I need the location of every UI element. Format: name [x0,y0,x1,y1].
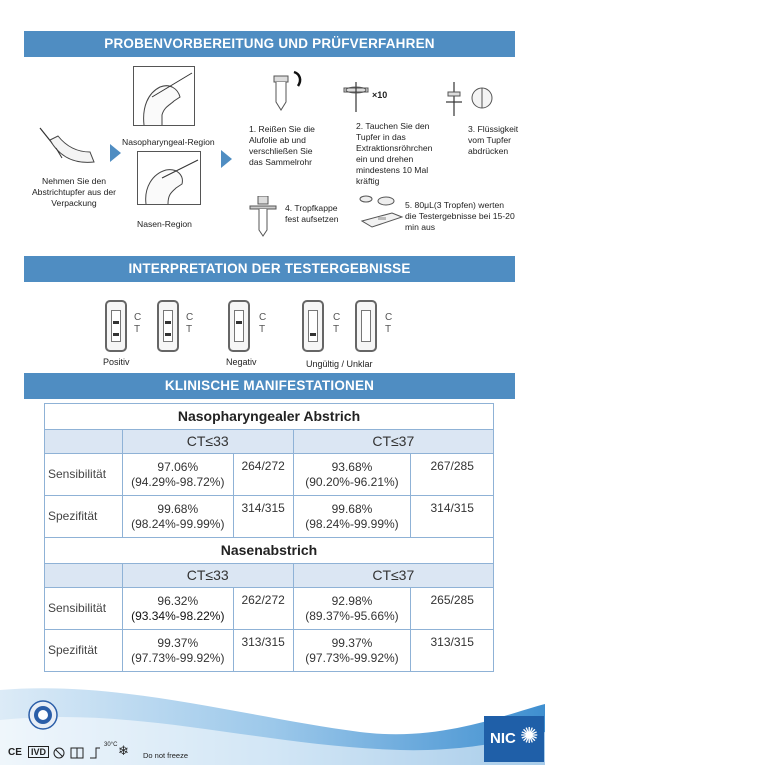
ci: (93.34%-98.22%) [131,608,225,623]
percent: 92.98% [331,593,373,608]
control-line-label: C [333,312,341,323]
test-line-label: T [186,324,193,335]
row-label: Spezifität [45,496,123,538]
dropper-cap-icon [246,196,280,238]
fraction-cell: 313/315 [411,630,494,672]
table-row [45,496,494,538]
percent: 99.68% [331,501,373,516]
table-group-header [45,538,494,564]
ci: (90.20%-96.21%) [305,474,399,489]
result-negative-label: Negativ [226,357,257,367]
brand-logo [484,716,544,762]
nasopharyngeal-sketch [133,66,195,126]
temperature-label: 30°C [104,742,118,748]
control-line-label: C [186,312,194,323]
table-row [45,564,494,588]
value-cell [122,588,233,630]
fraction-cell: 267/285 [411,454,494,496]
percent: 97.06% [157,459,199,474]
percent: 99.37% [157,635,199,650]
ct33-header: CT≤33 [122,564,293,588]
cassette-positive-1 [105,300,127,352]
step1-text: 1. Reißen Sie die Alufolie ab und verschließen Sie das Sammelrohr [249,124,315,167]
ci: (97.73%-99.92%) [305,650,399,665]
fraction-cell: 313/315 [233,630,293,672]
empty-cell [45,564,123,588]
brand-name: NIC [490,730,516,747]
row-label: Spezifität [45,630,123,672]
fraction-cell: 314/315 [233,496,293,538]
test-line-label: T [333,324,340,335]
percent: 99.37% [331,635,373,650]
row-label: Sensibilität [45,588,123,630]
ci: (94.29%-98.72%) [131,474,225,489]
nasopharyngeal-region-label: Nasopharyngeal-Region [122,137,215,147]
collection-tube-icon [258,68,308,114]
value-cell [122,454,233,496]
ct33-header: CT≤33 [122,430,293,454]
percent: 96.32% [157,593,199,608]
fraction-cell: 262/272 [233,588,293,630]
cassette-invalid-2 [355,300,377,352]
interpretation-section-header: INTERPRETATION DER TESTERGEBNISSE [24,256,515,282]
arrow-right-icon [110,144,121,162]
ci: (97.73%-99.92%) [131,650,225,665]
nasal-region-label: Nasen-Region [137,219,192,229]
ivd-mark: IVD [28,746,49,758]
fraction-cell: 314/315 [411,496,494,538]
value-cell [293,630,411,672]
value-cell [293,454,411,496]
ci: (98.24%-99.99%) [131,516,225,531]
fraction-cell: 264/272 [233,454,293,496]
row-label: Sensibilität [45,454,123,496]
do-not-freeze-label: Do not freeze [143,751,189,760]
procedure-section-header: PROBENVORBEREITUNG UND PRÜFVERFAHREN [24,31,515,57]
table-group-header [45,404,494,430]
step5-text: 5. 80μL(3 Tropfen) werten die Testergebnisse bei 15-20 min aus [405,200,515,232]
fraction-cell: 265/285 [411,588,494,630]
empty-cell [45,430,123,454]
rotations-label: ×10 [372,90,388,100]
clinical-section-header: KLINISCHE MANIFESTATIONEN [24,373,515,399]
result-invalid-label: Ungültig / Unklar [306,359,373,369]
percent: 93.68% [331,459,373,474]
nasal-title: Nasenabstrich [45,538,494,564]
arrow-right-icon [221,150,232,168]
do-not-reuse-icon [53,747,65,759]
value-cell [122,496,233,538]
control-line-label: C [259,312,267,323]
value-cell [293,588,411,630]
cassette-invalid-1 [302,300,324,352]
cassette-positive-2 [157,300,179,352]
table-row [45,454,494,496]
squeeze-swab-icon [442,82,498,116]
table-row [45,630,494,672]
footer [0,676,545,765]
table-row [45,588,494,630]
test-line-label: T [134,324,141,335]
ct37-header: CT≤37 [293,430,493,454]
result-positive-label: Positiv [103,357,130,367]
step2-text: 2. Tauchen Sie den Tupfer in das Extraktionsröhrchen ein und drehen mindestens 10 Mal kräftig [356,121,433,186]
step4-text: 4. Tropfkappe fest aufsetzen [285,203,339,224]
ce-mark: CE [8,747,22,758]
swab-rotate-icon [340,82,372,112]
instructions-icon [70,747,84,759]
control-line-label: C [385,312,393,323]
gear-icon: ✺ [520,723,539,748]
clinical-performance-table [44,403,494,672]
swab-package-illustration [36,122,98,170]
test-line-label: T [259,324,266,335]
percent: 99.68% [157,501,199,516]
value-cell [122,630,233,672]
ci: (98.24%-99.99%) [305,516,399,531]
apply-drops-icon [352,193,404,233]
remove-swab-caption: Nehmen Sie den Abstrichtupfer aus der Verpackung [31,176,117,208]
value-cell [293,496,411,538]
control-line-label: C [134,312,142,323]
snowflake-icon: ❄ [118,743,129,758]
nasopharyngeal-title: Nasopharyngealer Abstrich [45,404,494,430]
nasal-sketch [137,151,201,205]
table-row [45,430,494,454]
ct37-header: CT≤37 [293,564,493,588]
ci: (89.37%-95.66%) [305,608,399,623]
test-line-label: T [385,324,392,335]
step3-text: 3. Flüssigkeit vom Tupfer abdrücken [468,124,519,156]
certification-seal-icon [28,700,58,730]
cassette-negative [228,300,250,352]
